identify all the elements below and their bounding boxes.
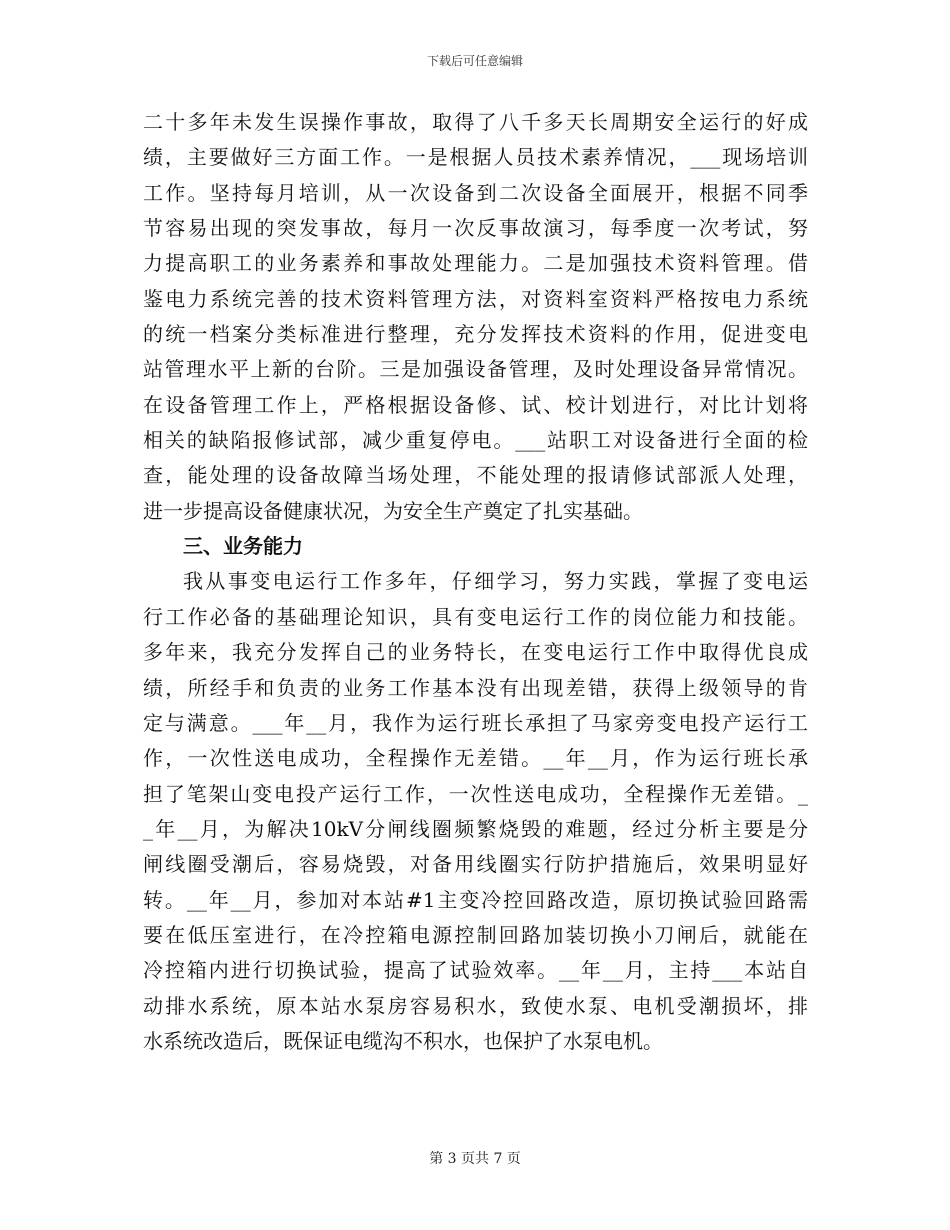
paragraph-line: _年__月，为解决10kV分闸线圈频繁烧毁的难题，经过分析主要是分 (143, 816, 808, 841)
paragraph-line: 节容易出现的突发事故，每月一次反事故演习，每季度一次考试，努 (143, 216, 808, 241)
paragraph-line: 力提高职工的业务素养和事故处理能力。二是加强技术资料管理。借 (143, 251, 808, 276)
paragraph-line: 站管理水平上新的台阶。三是加强设备管理，及时处理设备异常情况。 (143, 357, 808, 382)
paragraph-line: 的统一档案分类标准进行整理，充分发挥技术资料的作用，促进变电 (143, 322, 808, 347)
paragraph-line: 定与满意。___年__月，我作为运行班长承担了马家旁变电投产运行工 (143, 710, 808, 735)
page-number: 第 3 页共 7 页 (429, 1151, 521, 1167)
paragraph-line: 行工作必备的基础理论知识，具有变电运行工作的岗位能力和技能。 (143, 604, 808, 629)
paragraph-line: 查，能处理的设备故障当场处理，不能处理的报请修试部派人处理， (143, 463, 808, 488)
paragraph-line: 水系统改造后，既保证电缆沟不积水，也保护了水泵电机。 (143, 1028, 663, 1053)
paragraph-line: 鉴电力系统完善的技术资料管理方法，对资料室资料严格按电力系统 (143, 286, 808, 311)
paragraph-line: 二十多年未发生误操作事故，取得了八千多天长周期安全运行的好成 (143, 110, 808, 134)
paragraph-line: 要在低压室进行，在冷控箱电源控制回路加装切换小刀闸后，就能在 (143, 922, 808, 947)
paragraph-line: 相关的缺陷报修试部，减少重复停电。___站职工对设备进行全面的检 (143, 428, 808, 453)
paragraph-line: 绩，所经手和负责的业务工作基本没有出现差错，获得上级领导的肯 (143, 675, 808, 700)
paragraph-line: 我从事变电运行工作多年，仔细学习，努力实践，掌握了变电运 (183, 569, 808, 594)
paragraph-line: 工作。坚持每月培训，从一次设备到二次设备全面展开，根据不同季 (143, 180, 808, 205)
paragraph-line: 作，一次性送电成功，全程操作无差错。__年__月，作为运行班长承 (143, 746, 808, 771)
page-header: 下载后可任意编辑 (426, 54, 523, 68)
paragraph-line: 动排水系统，原本站水泵房容易积水，致使水泵、电机受潮损坏，排 (143, 993, 808, 1018)
paragraph-line: 闸线圈受潮后，容易烧毁，对备用线圈实行防护措施后，效果明显好 (143, 852, 808, 877)
paragraph-line: 转。__年__月，参加对本站#1主变冷控回路改造，原切换试验回路需 (143, 887, 808, 912)
paragraph-line: 绩，主要做好三方面工作。一是根据人员技术素养情况，___现场培训 (143, 145, 808, 170)
paragraph-line: 进一步提高设备健康状况，为安全生产奠定了扎实基础。 (143, 498, 643, 523)
paragraph-line: 担了笔架山变电投产运行工作，一次性送电成功，全程操作无差错。_ (143, 781, 808, 806)
paragraph-line: 多年来，我充分发挥自己的业务特长，在变电运行工作中取得优良成 (143, 640, 808, 665)
document-body (143, 105, 808, 1059)
paragraph-line: 冷控箱内进行切换试验，提高了试验效率。__年__月，主持___本站自 (143, 958, 808, 983)
section-heading: 三、业务能力 (183, 534, 303, 559)
paragraph-line: 在设备管理工作上，严格根据设备修、试、校计划进行，对比计划将 (143, 392, 808, 417)
